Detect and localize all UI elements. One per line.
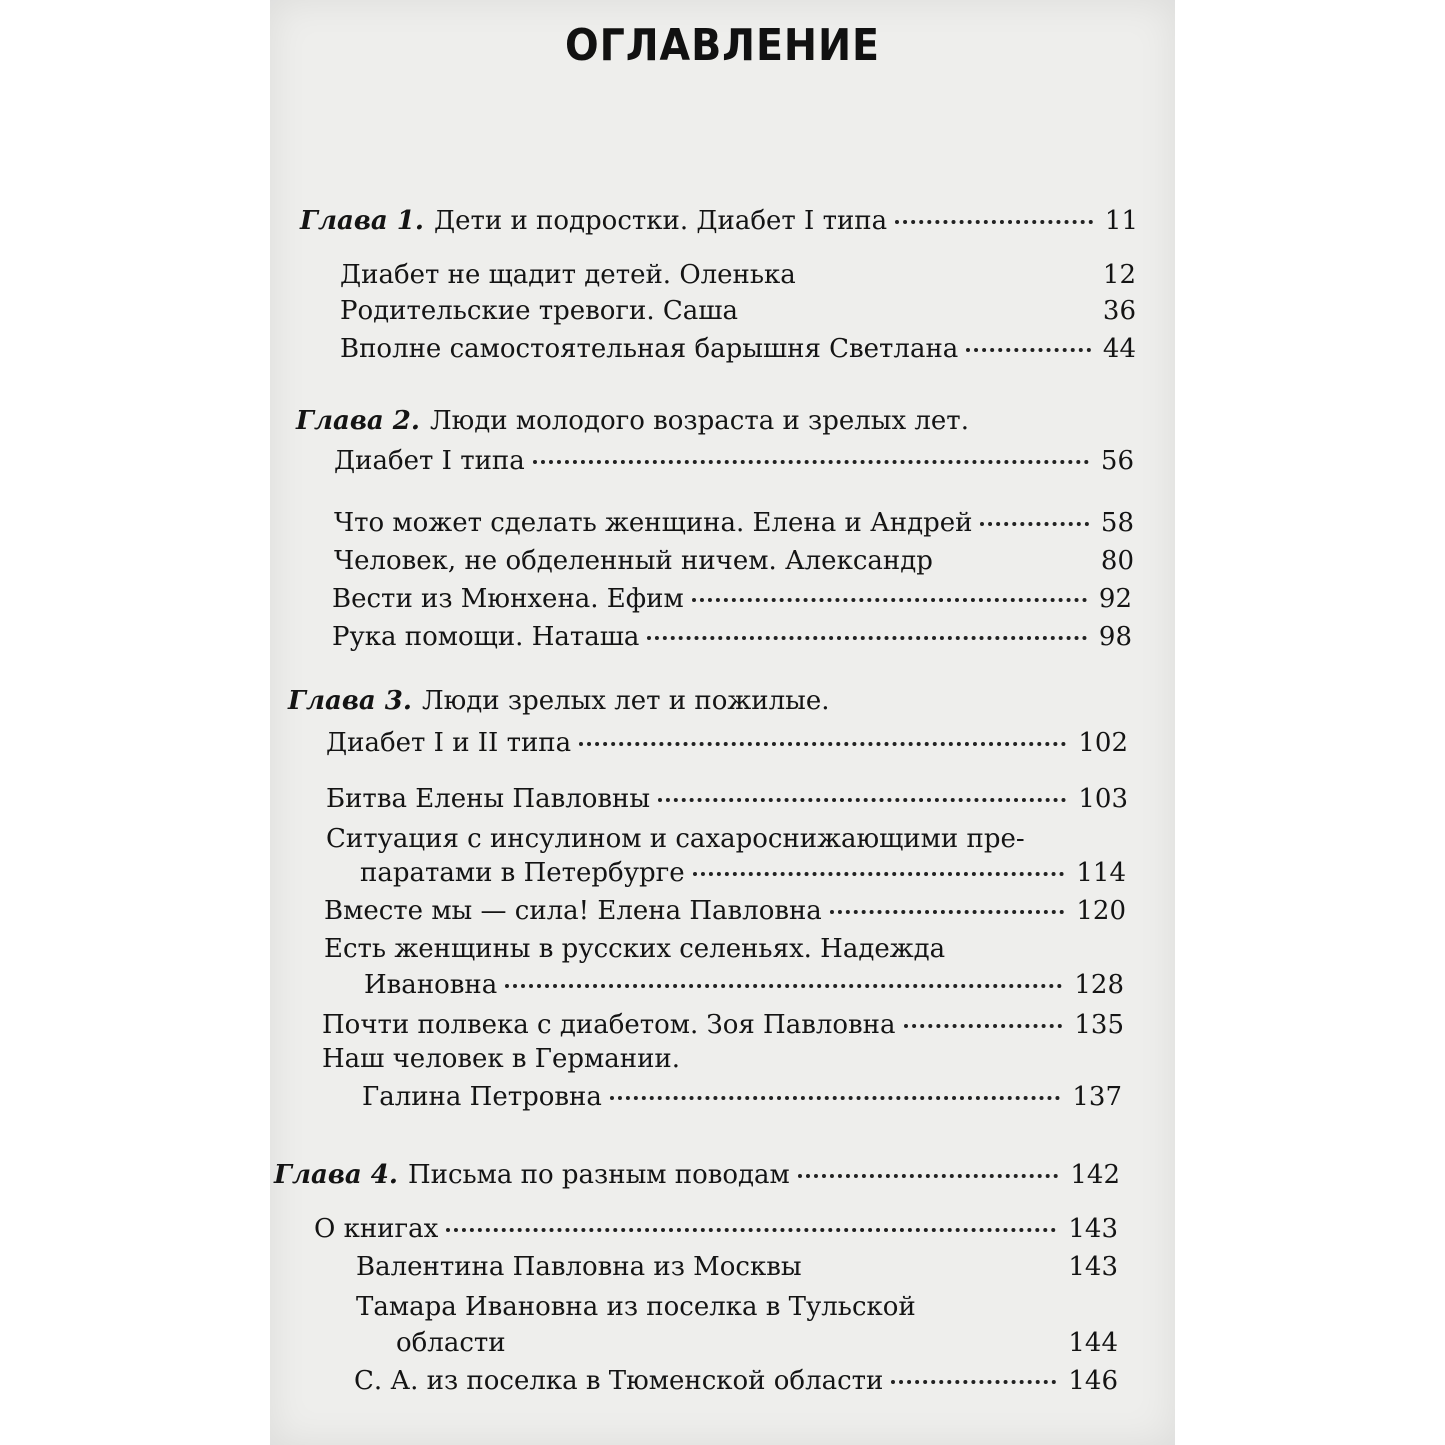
item-title: Валентина Павловна из Москвы	[356, 1252, 802, 1282]
toc-item[interactable]	[356, 1252, 1118, 1282]
dot-leader	[647, 636, 1086, 640]
page-number: 137	[1072, 1082, 1122, 1112]
item-title: Вести из Мюнхена. Ефим	[332, 584, 684, 614]
toc-item[interactable]	[324, 896, 1126, 926]
dot-leader	[693, 872, 1065, 876]
page-number: 98	[1098, 622, 1132, 652]
toc-item[interactable]	[314, 1214, 1118, 1244]
toc-item[interactable]	[332, 584, 1132, 614]
dot-leader	[798, 1174, 1059, 1178]
chapter-label: Глава 1.	[300, 206, 424, 236]
toc-item-cont[interactable]	[364, 970, 1124, 1000]
dot-leader	[610, 1096, 1060, 1100]
item-title: С. А. из поселка в Тюменской области	[354, 1366, 884, 1396]
toc-chapter-1[interactable]	[300, 206, 1138, 236]
dot-leader	[533, 460, 1089, 464]
item-title: Почти полвека с диабетом. Зоя Павловна	[322, 1010, 896, 1040]
item-title: Что может сделать женщина. Елена и Андрей	[334, 508, 973, 538]
page-number: 102	[1078, 728, 1128, 758]
dot-leader	[941, 560, 1089, 564]
chapter-title: Письма по разным поводам	[407, 1160, 790, 1190]
dot-leader	[810, 1266, 1057, 1270]
toc-item-line[interactable]: Есть женщины в русских селеньях. Надежда	[324, 934, 946, 964]
dot-leader	[980, 522, 1088, 526]
toc-chapter-3[interactable]	[288, 686, 1108, 716]
dot-leader	[505, 984, 1062, 988]
page-number: 135	[1074, 1010, 1124, 1040]
book-page	[270, 0, 1175, 1445]
toc-chapter-3-cont[interactable]	[326, 728, 1128, 758]
dot-leader	[446, 1228, 1056, 1232]
item-title: Битва Елены Павловны	[326, 784, 651, 814]
toc-item-line[interactable]: Наш человек в Германии.	[322, 1044, 681, 1074]
page-number: 11	[1104, 206, 1138, 236]
toc-item[interactable]	[334, 546, 1134, 576]
toc-item[interactable]	[354, 1366, 1118, 1396]
item-title-cont: Ивановна	[364, 970, 498, 1000]
chapter-title: Люди зрелых лет и пожилые.	[421, 686, 830, 716]
item-title: Вместе мы — сила! Елена Павловна	[324, 896, 822, 926]
page-number: 146	[1068, 1366, 1118, 1396]
item-title: Рука помощи. Наташа	[332, 622, 640, 652]
toc-item-cont[interactable]	[360, 858, 1126, 888]
item-title: Вполне самостоятельная барышня Светлана	[340, 334, 959, 364]
dot-leader	[830, 910, 1065, 914]
dot-leader	[895, 220, 1093, 224]
toc-chapter-2-cont[interactable]	[334, 446, 1134, 476]
item-title-cont: паратами в Петербурге	[360, 858, 685, 888]
dot-leader	[891, 1380, 1056, 1384]
dot-leader	[658, 798, 1066, 802]
toc-item-cont[interactable]	[362, 1082, 1122, 1112]
page-number: 143	[1068, 1252, 1118, 1282]
dot-leader	[804, 274, 1091, 278]
page-title: ОГЛАВЛЕНИЕ	[565, 20, 880, 71]
toc-item[interactable]	[334, 508, 1134, 538]
page-number: 128	[1074, 970, 1124, 1000]
page-number: 44	[1102, 334, 1136, 364]
toc-item[interactable]	[340, 334, 1136, 364]
dot-leader	[904, 1024, 1063, 1028]
page-number: 80	[1100, 546, 1134, 576]
page-number: 103	[1078, 784, 1128, 814]
item-title: О книгах	[314, 1214, 439, 1244]
chapter-title: Люди молодого возраста и зрелых лет.	[429, 406, 969, 436]
chapter-label: Глава 2.	[296, 406, 420, 436]
item-title-cont: области	[396, 1328, 506, 1358]
item-title: Родительские тревоги. Саша	[340, 296, 738, 326]
toc-item[interactable]	[340, 260, 1136, 290]
chapter-label: Глава 3.	[288, 686, 412, 716]
dot-leader	[514, 1342, 1057, 1346]
toc-chapter-2[interactable]	[296, 406, 1116, 436]
toc-item-line[interactable]: Ситуация с инсулином и сахароснижающими пре-	[326, 824, 1025, 854]
item-title: Диабет не щадит детей. Оленька	[340, 260, 796, 290]
toc-item-line[interactable]: Тамара Ивановна из поселка в Тульской	[356, 1292, 916, 1322]
chapter-title: Дети и подростки. Диабет I типа	[433, 206, 888, 236]
page-number: 36	[1102, 296, 1136, 326]
dot-leader	[692, 598, 1087, 602]
page-number: 58	[1100, 508, 1134, 538]
toc-chapter-4[interactable]	[274, 1160, 1120, 1190]
toc-item[interactable]	[340, 296, 1136, 326]
chapter-label: Глава 4.	[274, 1160, 398, 1190]
dot-leader	[746, 310, 1091, 314]
page-number: 92	[1098, 584, 1132, 614]
chapter-title-cont: Диабет I и II типа	[326, 728, 572, 758]
toc-item[interactable]	[322, 1010, 1124, 1040]
toc-item[interactable]	[326, 784, 1128, 814]
toc-item-cont[interactable]	[396, 1328, 1118, 1358]
page-number: 56	[1100, 446, 1134, 476]
page-number: 144	[1068, 1328, 1118, 1358]
page-number: 142	[1070, 1160, 1120, 1190]
toc-item[interactable]	[332, 622, 1132, 652]
dot-leader	[579, 742, 1066, 746]
dot-leader	[966, 348, 1091, 352]
page-number: 12	[1102, 260, 1136, 290]
item-title: Человек, не обделенный ничем. Александр	[334, 546, 933, 576]
page-number: 143	[1068, 1214, 1118, 1244]
page-number: 120	[1076, 896, 1126, 926]
item-title-cont: Галина Петровна	[362, 1082, 602, 1112]
chapter-title-cont: Диабет I типа	[334, 446, 525, 476]
page-number: 114	[1076, 858, 1126, 888]
